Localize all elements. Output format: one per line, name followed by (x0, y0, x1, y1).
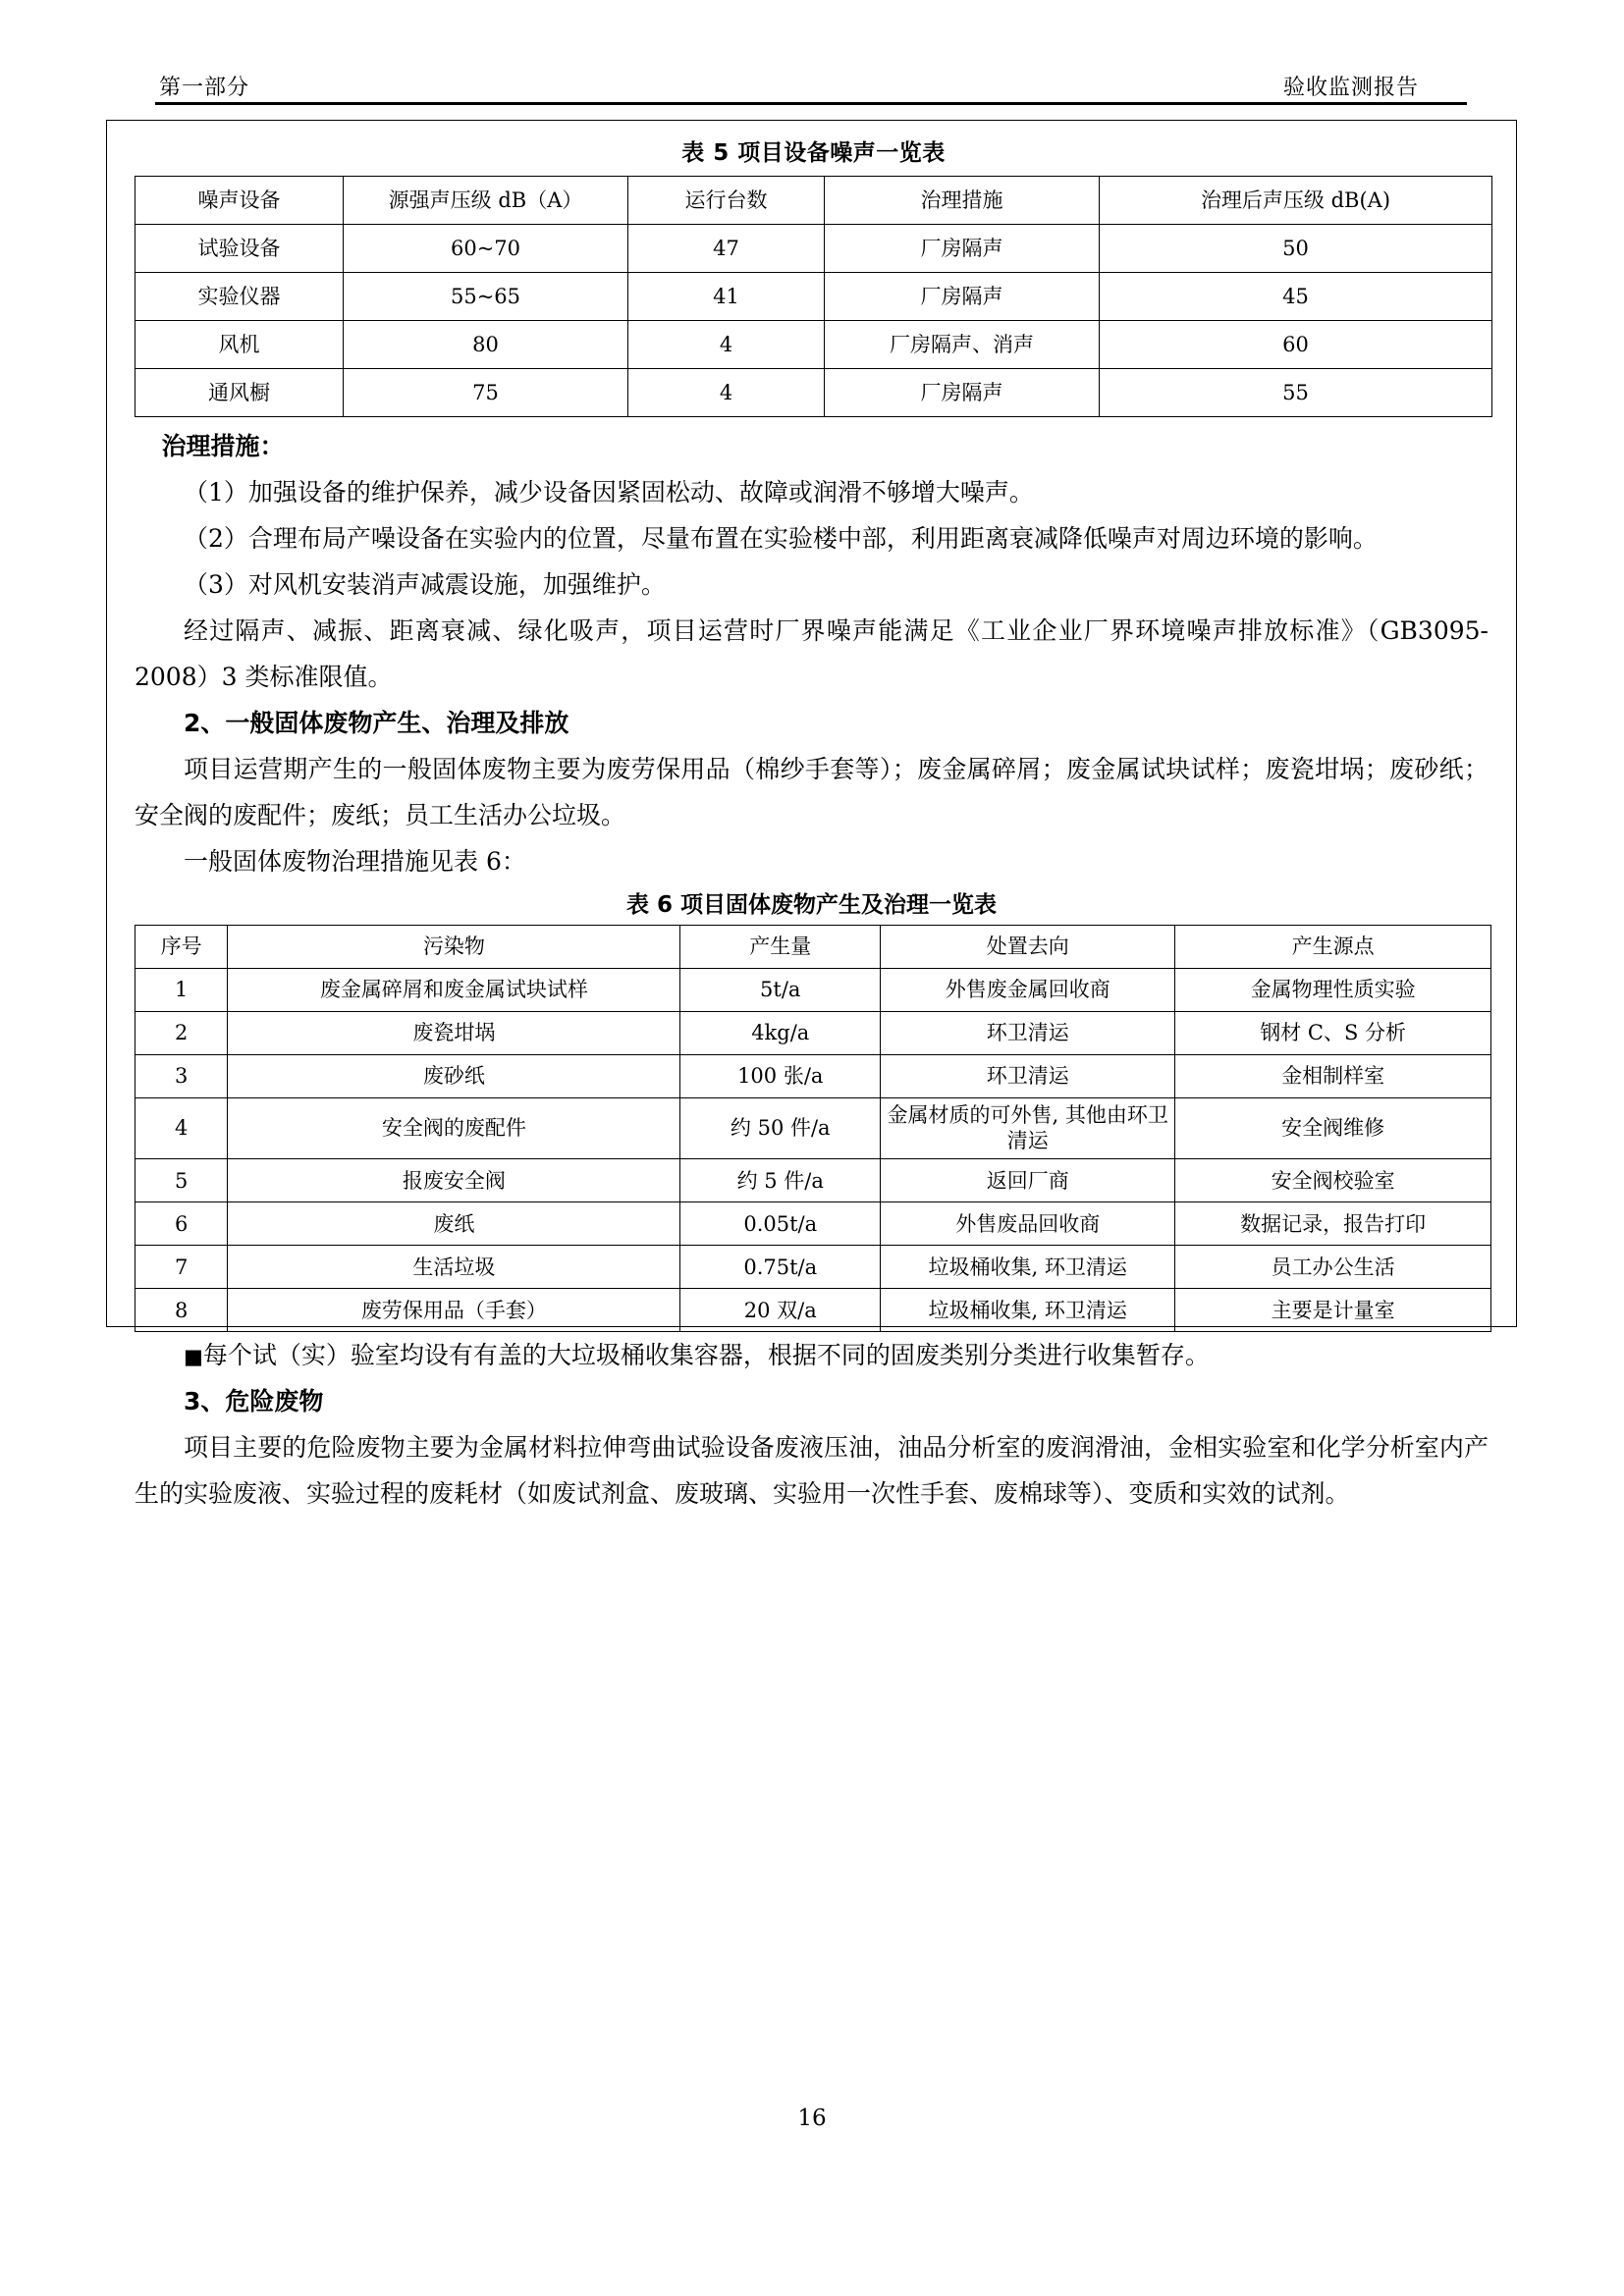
table5-r1-c0: 实验仪器 (135, 273, 344, 321)
table6-col-0: 序号 (135, 926, 228, 969)
header-left-text: 第一部分 (159, 76, 250, 100)
table5-col-1: 源强声压级 dB（A） (344, 177, 628, 225)
noise-measure-1: （1）加强设备的维护保养，减少设备因紧固松动、故障或润滑不够增大噪声。 (184, 478, 1034, 507)
table6-r5-c4: 数据记录，报告打印 (1175, 1202, 1491, 1246)
table6-r3-c4: 安全阀维修 (1175, 1098, 1491, 1159)
table6-col-4: 产生源点 (1175, 926, 1491, 969)
table-equipment-noise (135, 127, 1492, 417)
table5-r2-c4: 60 (1100, 321, 1492, 369)
table6-r5-c2: 0.05t/a (680, 1202, 881, 1246)
table-header-row (135, 926, 1491, 969)
table5-col-4: 治理后声压级 dB(A) (1100, 177, 1492, 225)
header-right-text: 验收监测报告 (1282, 76, 1419, 100)
solid-waste-note-text: 每个试（实）验室均设有有盖的大垃圾桶收集容器，根据不同的固废类别分类进行收集暂存。 (202, 1341, 1210, 1370)
table-row (135, 1159, 1491, 1202)
table5-r1-c2: 41 (628, 273, 825, 321)
table-row (135, 1012, 1491, 1055)
table6-r6-c1: 生活垃圾 (228, 1246, 680, 1289)
table6-r1-c1: 废瓷坩埚 (228, 1012, 680, 1055)
table6-r6-c3: 垃圾桶收集, 环卫清运 (881, 1246, 1175, 1289)
table-solid-waste (135, 925, 1491, 1332)
table5-r3-c1: 75 (344, 369, 628, 417)
table6-r0-c3: 外售废金属回收商 (881, 969, 1175, 1012)
table6-r6-c0: 7 (135, 1246, 228, 1289)
table6-r6-c2: 0.75t/a (680, 1246, 881, 1289)
table-row (135, 1098, 1491, 1159)
table5-r0-c4: 50 (1100, 225, 1492, 273)
table5-r2-c0: 风机 (135, 321, 344, 369)
table6-r1-c2: 4kg/a (680, 1012, 881, 1055)
table5-r0-c1: 60~70 (344, 225, 628, 273)
table-row (135, 969, 1491, 1012)
table-header-row (135, 177, 1492, 225)
table6-r0-c2: 5t/a (680, 969, 881, 1012)
page-number: 16 (797, 2106, 827, 2131)
section2-paragraph: 项目运营期产生的一般固体废物主要为废劳保用品（棉纱手套等）；废金属碎屑；废金属试块试样；废瓷坩埚；废砂纸；安全阀的废配件；废纸；员工生活办公垃圾。 (135, 755, 1489, 829)
table6-r7-c4: 主要是计量室 (1175, 1289, 1491, 1332)
table5-r3-c2: 4 (628, 369, 825, 417)
section3-heading: 3、危险废物 (184, 1387, 324, 1416)
solid-waste-note (135, 1332, 1489, 1378)
table6-r3-c3: 金属材质的可外售, 其他由环卫清运 (881, 1098, 1175, 1159)
table5-r0-c3: 厂房隔声 (825, 225, 1100, 273)
table5-r3-c0: 通风橱 (135, 369, 344, 417)
running-header (147, 71, 1473, 101)
table6-r1-c3: 环卫清运 (881, 1012, 1175, 1055)
table6-r1-c4: 钢材 C、S 分析 (1175, 1012, 1491, 1055)
table5-r1-c1: 55~65 (344, 273, 628, 321)
table5-r2-c3: 厂房隔声、消声 (825, 321, 1100, 369)
table6-r4-c2: 约 5 件/a (680, 1159, 881, 1202)
noise-measure-3: （3）对风机安装消声减震设施，加强维护。 (184, 570, 666, 599)
table6-r7-c0: 8 (135, 1289, 228, 1332)
noise-measure-2: （2）合理布局产噪设备在实验内的位置，尽量布置在实验楼中部，利用距离衰减降低噪声对周边环境的影响。 (184, 524, 1378, 553)
table6-r7-c2: 20 双/a (680, 1289, 881, 1332)
section3-paragraph: 项目主要的危险废物主要为金属材料拉伸弯曲试验设备废液压油，油品分析室的废润滑油，金相实验室和化学分析室内产生的实验废液、实验过程的废耗材（如废试剂盒、废玻璃、实验用一次性手套、废棉球等）、变质和实效的试剂。 (135, 1433, 1489, 1509)
square-bullet-icon (184, 1341, 203, 1369)
table-row (135, 321, 1492, 369)
table6-r2-c4: 金相制样室 (1175, 1055, 1491, 1098)
table6-r2-c2: 100 张/a (680, 1055, 881, 1098)
table-row (135, 1289, 1491, 1332)
table6-r3-c2: 约 50 件/a (680, 1098, 881, 1159)
table5-r0-c2: 47 (628, 225, 825, 273)
table6-r2-c1: 废砂纸 (228, 1055, 680, 1098)
table5-r3-c4: 55 (1100, 369, 1492, 417)
noise-measures-heading: 治理措施： (161, 432, 285, 460)
table5-col-2: 运行台数 (628, 177, 825, 225)
table6-r5-c1: 废纸 (228, 1202, 680, 1246)
table6-r5-c0: 6 (135, 1202, 228, 1246)
table6-r7-c3: 垃圾桶收集, 环卫清运 (881, 1289, 1175, 1332)
table-row (135, 273, 1492, 321)
table-row (135, 225, 1492, 273)
table6-col-2: 产生量 (680, 926, 881, 969)
section2-table-lead-in: 一般固体废物治理措施见表 6： (184, 847, 526, 876)
table5-r0-c0: 试验设备 (135, 225, 344, 273)
table6-r4-c3: 返回厂商 (881, 1159, 1175, 1202)
table6-col-3: 处置去向 (881, 926, 1175, 969)
header-rule (155, 102, 1467, 105)
table6-caption: 表 6 项目固体废物产生及治理一览表 (625, 892, 998, 918)
table6-r2-c3: 环卫清运 (881, 1055, 1175, 1098)
table5-col-0: 噪声设备 (135, 177, 344, 225)
table-row (135, 1202, 1491, 1246)
table-row (135, 369, 1492, 417)
table6-r6-c4: 员工办公生活 (1175, 1246, 1491, 1289)
table5-r2-c2: 4 (628, 321, 825, 369)
table5-r2-c1: 80 (344, 321, 628, 369)
table6-r7-c1: 废劳保用品（手套） (228, 1289, 680, 1332)
content-frame (106, 120, 1517, 1509)
table-row (135, 1055, 1491, 1098)
table6-r0-c4: 金属物理性质实验 (1175, 969, 1491, 1012)
table6-r0-c1: 废金属碎屑和废金属试块试样 (228, 969, 680, 1012)
table6-col-1: 污染物 (228, 926, 680, 969)
table5-r1-c4: 45 (1100, 273, 1492, 321)
table6-r2-c0: 3 (135, 1055, 228, 1098)
table5-r1-c3: 厂房隔声 (825, 273, 1100, 321)
table6-r5-c3: 外售废品回收商 (881, 1202, 1175, 1246)
table6-r4-c1: 报废安全阀 (228, 1159, 680, 1202)
table6-r0-c0: 1 (135, 969, 228, 1012)
table-row (135, 1246, 1491, 1289)
noise-summary-paragraph: 经过隔声、减振、距离衰减、绿化吸声，项目运营时厂界噪声能满足《工业企业厂界环境噪声排放标准》（GB3095-2008）3 类标准限值。 (135, 616, 1489, 691)
table6-r1-c0: 2 (135, 1012, 228, 1055)
table6-r4-c0: 5 (135, 1159, 228, 1202)
table6-r3-c1: 安全阀的废配件 (228, 1098, 680, 1159)
table5-caption: 表 5 项目设备噪声一览表 (681, 140, 946, 166)
table5-r3-c3: 厂房隔声 (825, 369, 1100, 417)
table6-r4-c4: 安全阀校验室 (1175, 1159, 1491, 1202)
table6-r3-c0: 4 (135, 1098, 228, 1159)
section2-heading: 2、一般固体废物产生、治理及排放 (184, 709, 569, 737)
table5-col-3: 治理措施 (825, 177, 1100, 225)
